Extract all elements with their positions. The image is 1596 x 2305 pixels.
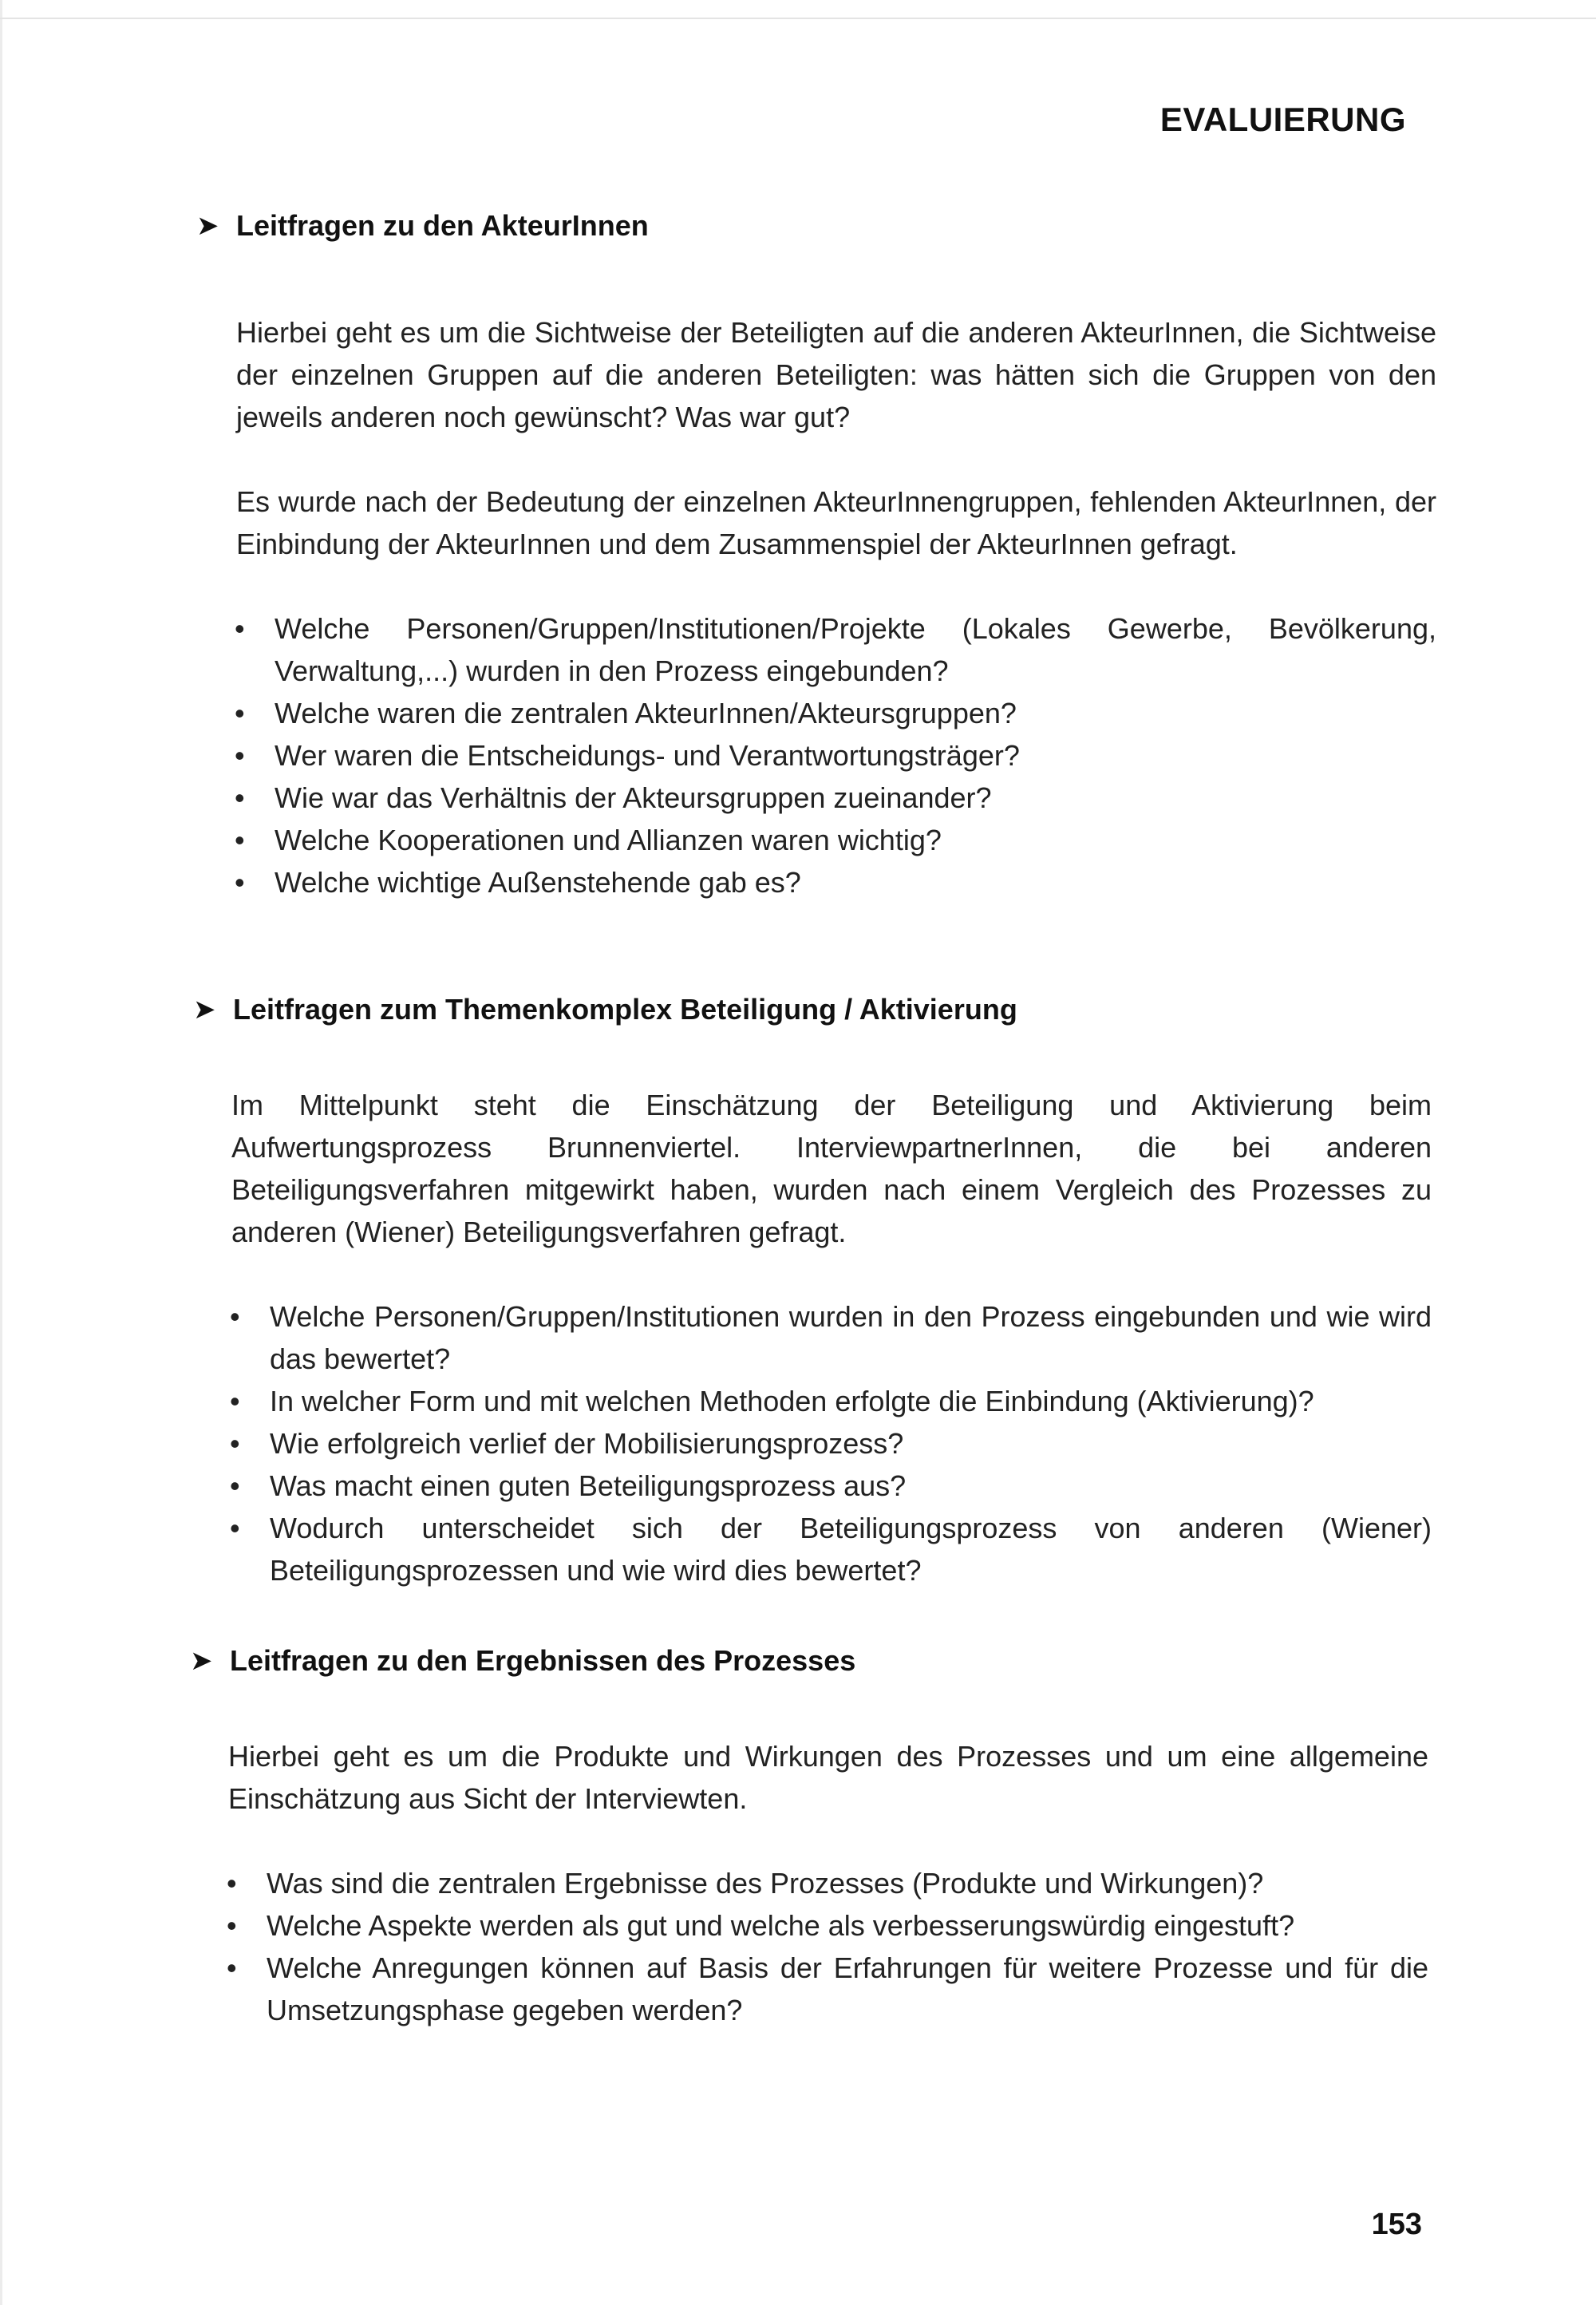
paragraph: Es wurde nach der Bedeutung der einzelnen AkteurInnengruppen, fehlenden AkteurInnen, der Einbindung der AkteurInnen und dem Zusammenspiel der AkteurInnen gefragt. [236, 485, 1436, 560]
list-item: • Welche Personen/Gruppen/Institutionen wurden in den Prozess eingebunden und wie wird das bewertet? [270, 1295, 1432, 1380]
list-item: • Wer waren die Entscheidungs- und Verantwortungsträger? [275, 734, 1436, 777]
list-item: • Wie erfolgreich verlief der Mobilisierungsprozess? [270, 1422, 1432, 1465]
page-edge [0, 0, 2, 2305]
list-item: • Welche Anregungen können auf Basis der Erfahrungen für weitere Prozesse und für die Umsetzungsphase gegeben werden? [267, 1947, 1428, 2031]
list-item: • Welche waren die zentralen AkteurInnen/Akteursgruppen? [275, 692, 1436, 734]
list-item: • Wodurch unterscheidet sich der Beteiligungsprozess von anderen (Wiener) Beteiligungsprozessen und wie wird dies bewertet? [270, 1507, 1432, 1591]
section-heading-text: Leitfragen zu den AkteurInnen [236, 209, 649, 242]
section-heading-text: Leitfragen zum Themenkomplex Beteiligung / Aktivierung [233, 993, 1017, 1026]
paragraph: Hierbei geht es um die Sichtweise der Beteiligten auf die anderen AkteurInnen, die Sichtweise der einzelnen Gruppen auf die anderen Beteiligten: was hätten sich die Gruppen von den jeweils anderen noch gewünscht? Was war gut? [236, 316, 1436, 433]
question-list [275, 607, 1436, 903]
arrow-bullet-icon: ➤ [196, 211, 219, 241]
list-item: • Welche Personen/Gruppen/Institutionen/Projekte (Lokales Gewerbe, Bevölkerung, Verwaltung,...) wurden in den Prozess eingebunden? [275, 607, 1436, 692]
section-heading [190, 1644, 1428, 1678]
paragraph: Im Mittelpunkt steht die Einschätzung der Beteiligung und Aktivierung beim Aufwertungsprozess Brunnenviertel. InterviewpartnerInnen, die bei anderen Beteiligungsverfahren mitgewirkt haben, wurden nach einem Vergleich des Prozesses zu anderen (Wiener) Beteiligungsverfahren gefragt. [231, 1089, 1432, 1248]
section-heading [193, 993, 1432, 1026]
section-heading-text: Leitfragen zu den Ergebnissen des Prozesses [230, 1644, 856, 1677]
section-heading [196, 209, 1433, 243]
running-title: EVALUIERUNG [1159, 101, 1406, 138]
arrow-bullet-icon: ➤ [190, 1646, 213, 1676]
list-item: • Welche Kooperationen und Allianzen waren wichtig? [275, 819, 1436, 861]
list-item: • In welcher Form und mit welchen Methoden erfolgte die Einbindung (Aktivierung)? [270, 1380, 1432, 1422]
list-item: • Was macht einen guten Beteiligungsprozess aus? [270, 1465, 1432, 1507]
section-beteiligung [193, 993, 1432, 1591]
paragraph: Hierbei geht es um die Produkte und Wirkungen des Prozesses und um eine allgemeine Einschätzung aus Sicht der Interviewten. [228, 1740, 1428, 1815]
list-item: • Wie war das Verhältnis der Akteursgruppen zueinander? [275, 777, 1436, 819]
arrow-bullet-icon: ➤ [193, 994, 216, 1025]
list-item: • Welche wichtige Außenstehende gab es? [275, 861, 1436, 903]
question-list [267, 1862, 1428, 2031]
page-number: 153 [1371, 2208, 1422, 2241]
section-akteurinnen [196, 209, 1436, 903]
list-item: • Was sind die zentralen Ergebnisse des Prozesses (Produkte und Wirkungen)? [267, 1862, 1428, 1904]
top-rule [0, 18, 1596, 19]
question-list [270, 1295, 1432, 1591]
list-item: • Welche Aspekte werden als gut und welche als verbesserungswürdig eingestuft? [267, 1904, 1428, 1947]
section-ergebnisse [190, 1644, 1428, 2031]
